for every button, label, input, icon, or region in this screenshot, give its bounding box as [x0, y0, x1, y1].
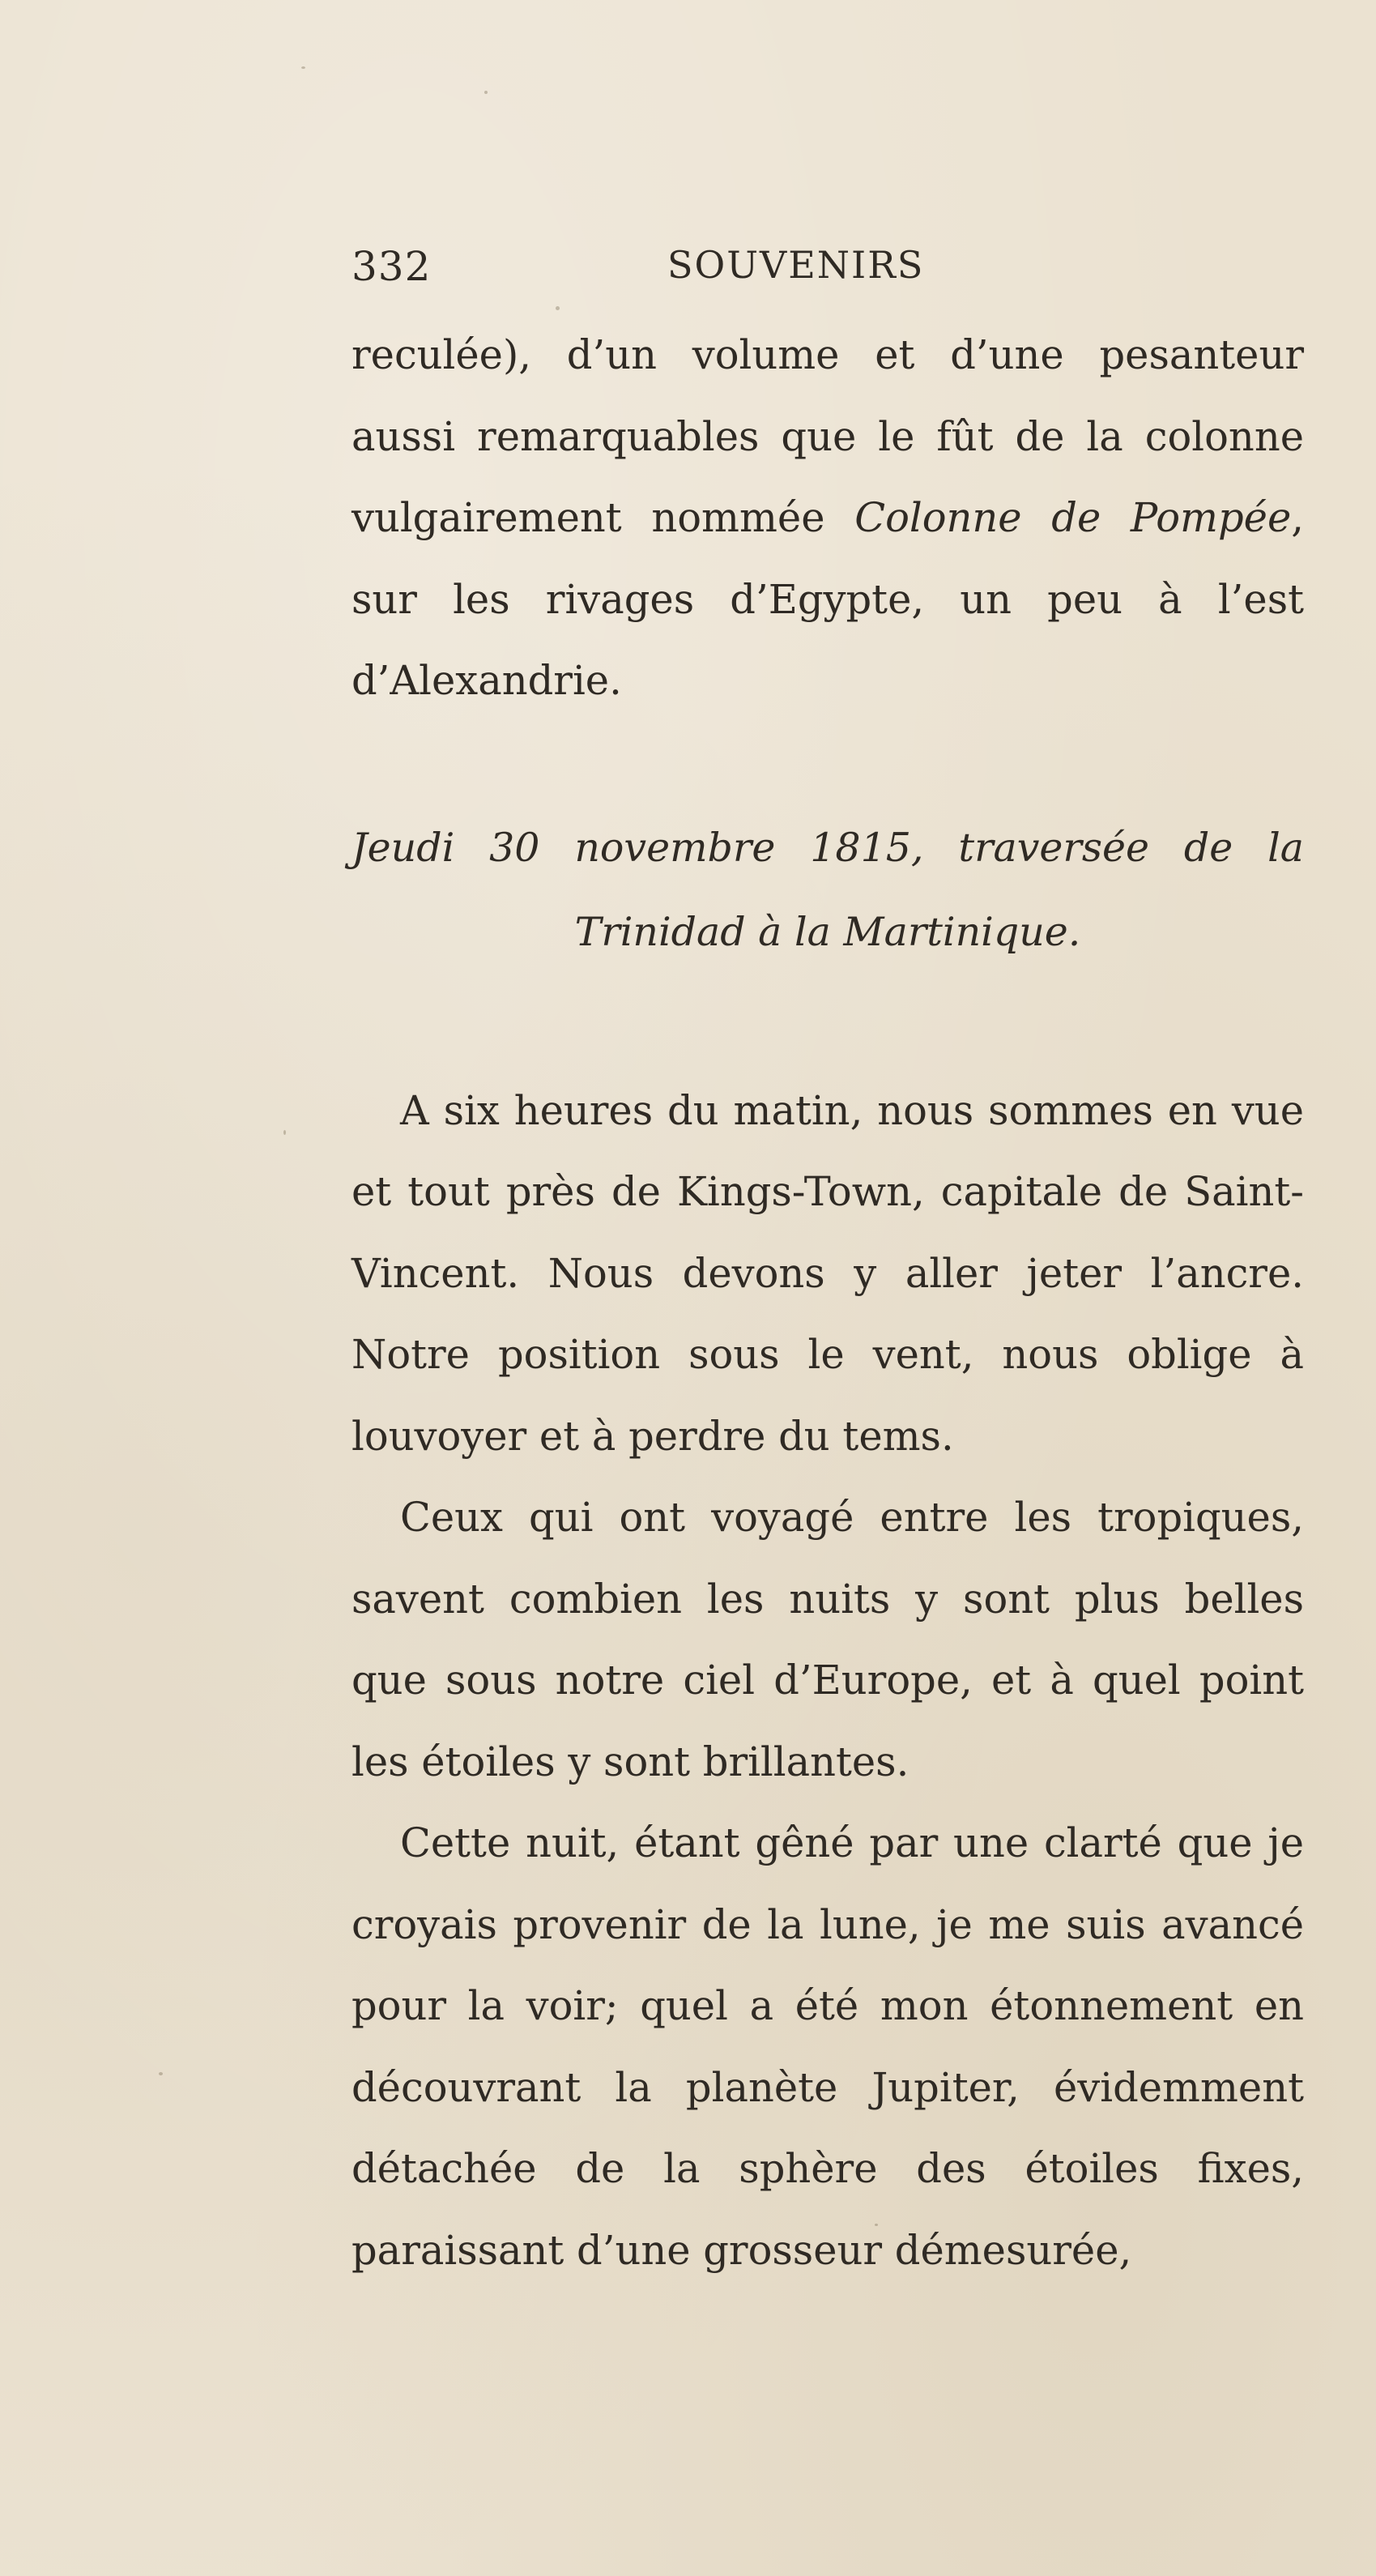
- running-title: SOUVENIRS: [667, 243, 925, 287]
- page-number: 332: [351, 243, 432, 290]
- entry-heading-line-1: Jeudi 30 novembre 1815, traversée de la: [351, 824, 1304, 871]
- entry-heading-line-2: Trinidad à la Martinique.: [574, 908, 1081, 955]
- text-block: [351, 235, 1304, 2291]
- italic-phrase: Colonne de Pompée: [854, 494, 1292, 541]
- paragraph-text: , sur les rivages d’Egypte, un peu à l’est d’Alexandrie.: [351, 494, 1304, 704]
- running-head: [351, 235, 1304, 324]
- entry-heading: [351, 806, 1304, 975]
- paragraph: Ceux qui ont voyagé entre les tropiques, savent combien les nuits y sont plus belles que sous notre ciel d’Europe, et à quel point les étoiles y sont brillantes.: [351, 1494, 1304, 1785]
- paper-speck: [159, 2072, 163, 2075]
- paper-speck: [283, 1130, 286, 1135]
- paper-speck: [484, 91, 488, 94]
- paper-speck: [301, 66, 305, 69]
- paragraph: Cette nuit, étant gêné par une clarté que je croyais provenir de la lune, je me suis avancé pour la voir; quel a été mon étonnement en découvrant la planète Jupiter, évidemment détachée de la sphère des étoiles fixes, paraissant d’une grosseur démesurée,: [351, 1819, 1304, 2274]
- paragraph: A six heures du matin, nous sommes en vue et tout près de Kings-Town, capitale de Saint-Vincent. Nous devons y aller jeter l’ancre. Notre position sous le vent, nous oblige à louvoyer et à perdre du tems.: [351, 1086, 1304, 1460]
- paragraph-text: reculée), d’un volume et d’une pesanteur aussi remarquables que le fût de la colonne vulgairement nommée: [351, 331, 1304, 541]
- paragraph-continuation: [351, 314, 1304, 722]
